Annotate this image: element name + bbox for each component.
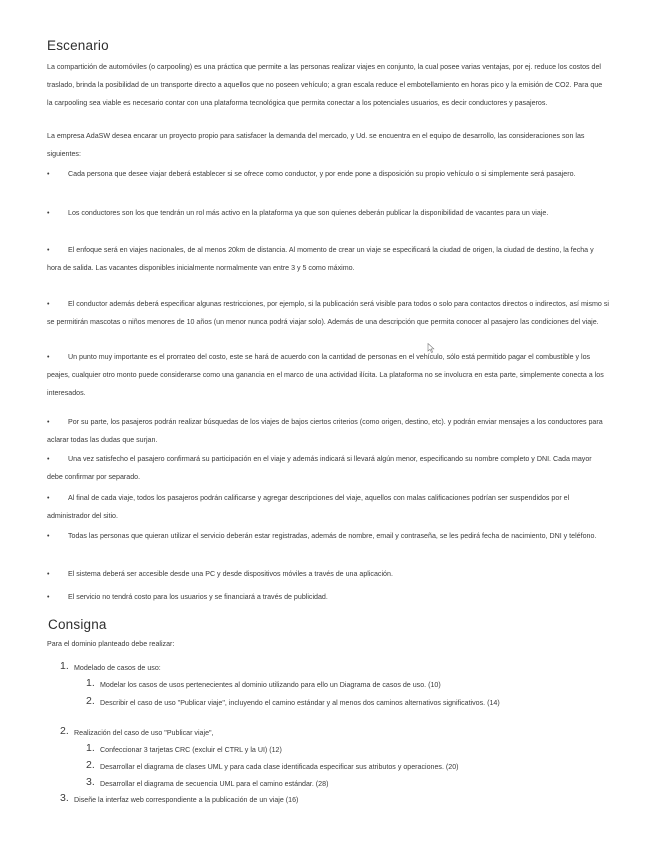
item-label: Desarrollar el diagrama de clases UML y para cada clase identificada especificar sus atributos y operaciones. (20) (100, 763, 459, 771)
bullet-text: Cada persona que desee viajar deberá establecer si se ofrece como conductor, y por ende pone a disposición su propio vehículo o si simplemente será pasajero. (68, 170, 576, 178)
bullet-dot: • (47, 246, 50, 254)
bullet-dot: • (47, 455, 50, 463)
consigna-item-1 (60, 661, 600, 675)
escenario-bullet-9 (47, 527, 609, 545)
bullet-dot: • (47, 593, 50, 601)
item-number: 3. (60, 792, 69, 804)
consigna-subitem-2-2 (86, 760, 606, 774)
item-number: 2. (60, 725, 69, 737)
escenario-paragraph-1: La compartición de automóviles (o carpooling) es una práctica que permite a las personas realizar viajes en conjunto, la cual posee varias ventajas, por ej. reduce los costos del traslado, brinda la posibilidad de un transporte directo a aquellos que no poseen vehículo; a gran escala reduce el embotellamiento en horas pico y la emisión de CO2. Para que la carpooling sea viable es necesario contar con una plataforma tecnológica que permita conectar a los potenciales usuarios, es decir conductores y pasajeros. (47, 63, 603, 107)
item-number: 1. (86, 677, 95, 689)
escenario-bullet-7 (47, 450, 609, 486)
bullet-dot: • (47, 209, 50, 217)
escenario-bullet-1 (47, 165, 609, 183)
consigna-item-3 (60, 793, 600, 807)
escenario-paragraph-2: La empresa AdaSW desea encarar un proyecto propio para satisfacer la demanda del mercado, y Ud. se encuentra en el equipo de desarrollo, las consideraciones son las siguientes: (47, 132, 585, 158)
bullet-dot: • (47, 494, 50, 502)
escenario-bullet-5 (47, 348, 609, 402)
bullet-text: El conductor además deberá especificar algunas restricciones, por ejemplo, si la publicación será visible para todos o solo para contactos directos o indirectos, así mismo si se permitirán mascotas o niños menores de 10 años (un menor nunca podrá viajar solo). Además de una descripción que permita conocer al pasajero las condiciones del viaje. (47, 300, 609, 326)
consigna-intro: Para el dominio planteado debe realizar: (47, 640, 175, 648)
consigna-item-2 (60, 726, 600, 740)
item-label: Desarrollar el diagrama de secuencia UML para el camino estándar. (28) (100, 780, 329, 788)
item-label: Modelar los casos de usos pertenecientes al dominio utilizando para ello un Diagrama de casos de uso. (10) (100, 681, 441, 689)
consigna-subitem-2-3 (86, 777, 606, 791)
escenario-bullet-2 (47, 204, 609, 222)
bullet-dot: • (47, 570, 50, 578)
bullet-text: El servicio no tendrá costo para los usuarios y se financiará a través de publicidad. (68, 593, 328, 601)
escenario-heading: Escenario (47, 38, 109, 53)
escenario-bullet-3 (47, 241, 609, 277)
escenario-bullet-8 (47, 489, 609, 525)
bullet-dot: • (47, 418, 50, 426)
item-label: Confeccionar 3 tarjetas CRC (excluir el CTRL y la UI) (12) (100, 746, 282, 754)
bullet-text: Por su parte, los pasajeros podrán realizar búsquedas de los viajes de bajos ciertos criterios (como origen, destino, etc). y podrán enviar mensajes a los conductores para aclarar todas las dudas que surjan. (47, 418, 603, 444)
consigna-subitem-1-1 (86, 678, 606, 692)
bullet-text: Al final de cada viaje, todos los pasajeros podrán calificarse y agregar descripciones del viaje, aquellos con malas calificaciones podrían ser suspendidos por el administrador del sitio. (47, 494, 570, 520)
bullet-text: Todas las personas que quieran utilizar el servicio deberán estar registradas, además de nombre, email y contraseña, se les pedirá fecha de nacimiento, DNI y teléfono. (68, 532, 597, 540)
bullet-text: Un punto muy importante es el prorrateo del costo, este se hará de acuerdo con la cantidad de personas en el vehículo, sólo está permitido pagar el combustible y los peajes, cualquier otro monto puede considerarse como una ganancia en el marco de una actividad ilícita. La plataforma no se involucra en esta parte, simplemente conecta a los interesados. (47, 353, 604, 397)
item-number: 1. (60, 660, 69, 672)
bullet-text: El sistema deberá ser accesible desde una PC y desde dispositivos móviles a través de una aplicación. (68, 570, 393, 578)
consigna-subitem-1-2 (86, 695, 606, 711)
item-number: 1. (86, 742, 95, 754)
escenario-bullet-11 (47, 588, 609, 606)
consigna-heading: Consigna (48, 617, 107, 632)
text-cursor-icon (427, 343, 435, 353)
bullet-text: Una vez satisfecho el pasajero confirmará su participación en el viaje y además indicará si llevará algún menor, especificando su nombre completo y DNI. Cada mayor debe confirmar por separado. (47, 455, 592, 481)
item-label: Realización del caso de uso "Publicar viaje", (74, 729, 214, 737)
bullet-text: El enfoque será en viajes nacionales, de al menos 20km de distancia. Al momento de crear un viaje se especificará la ciudad de origen, la ciudad de destino, la fecha y hora de salida. Las vacantes disponibles inicialmente normalmente van entre 3 y 5 como máximo. (47, 246, 594, 272)
bullet-dot: • (47, 170, 50, 178)
item-label: Diseñe la interfaz web correspondiente a la publicación de un viaje (16) (74, 796, 299, 804)
consigna-subitem-2-1 (86, 743, 606, 757)
escenario-bullet-4 (47, 295, 609, 331)
escenario-bullet-6 (47, 413, 609, 449)
bullet-text: Los conductores son los que tendrán un rol más activo en la plataforma ya que son quienes deberán publicar la disponibilidad de vacantes para un viaje. (68, 209, 549, 217)
escenario-bullet-10 (47, 565, 609, 583)
item-number: 2. (86, 759, 95, 771)
bullet-dot: • (47, 532, 50, 540)
item-label: Describir el caso de uso "Publicar viaje", incluyendo el camino estándar y al menos dos caminos alternativos significativos. (14) (100, 699, 500, 707)
bullet-dot: • (47, 300, 50, 308)
bullet-dot: • (47, 353, 50, 361)
item-number: 2. (86, 695, 95, 707)
item-label: Modelado de casos de uso: (74, 664, 161, 672)
item-number: 3. (86, 776, 95, 788)
